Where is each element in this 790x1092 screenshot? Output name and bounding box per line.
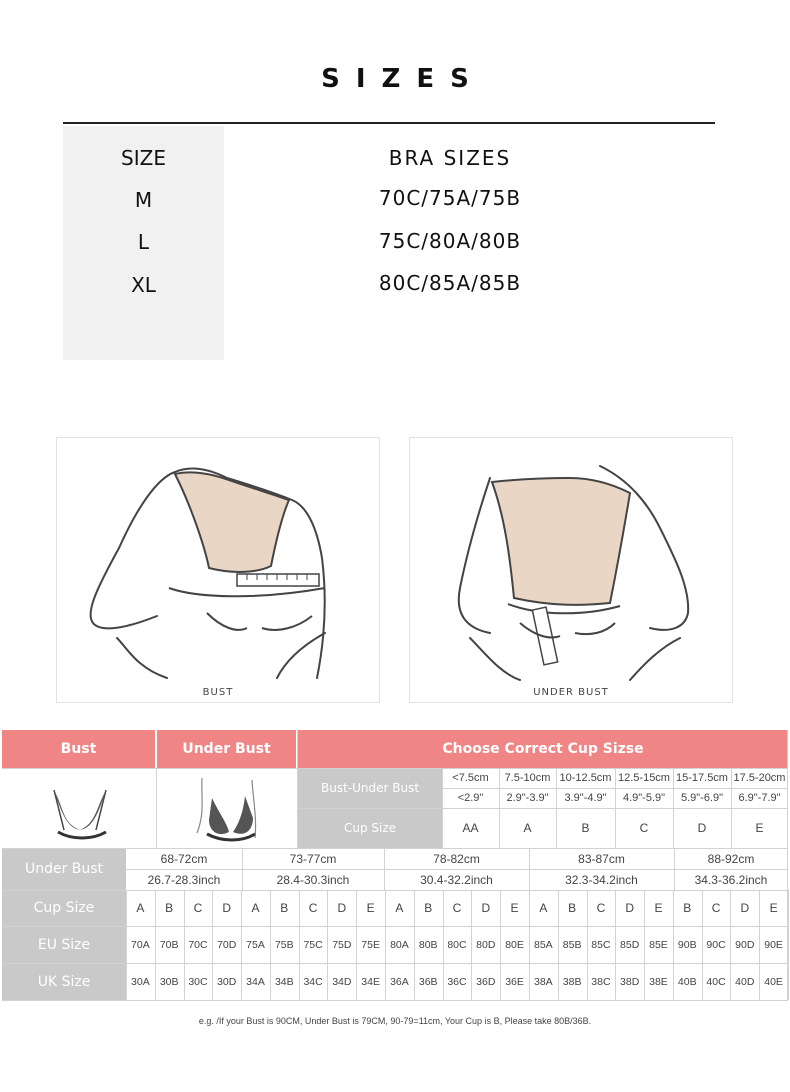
page-title: SIZES bbox=[321, 64, 485, 94]
cup-diff-cm: 7.5-10cm bbox=[504, 772, 551, 784]
under-bust-bra-image bbox=[157, 768, 296, 848]
grid-line bbox=[442, 768, 443, 848]
size-m: M bbox=[134, 188, 153, 212]
bra-sizes-m: 70C/75A/75B bbox=[378, 186, 522, 210]
grid-line bbox=[644, 890, 645, 1000]
row-label-under-bust: Under Bust bbox=[2, 848, 126, 890]
eu-size-cell: 90C bbox=[706, 938, 726, 951]
bra-sizes-header: BRA SIZES bbox=[388, 146, 512, 170]
cup-diff-in: 3.9"-4.9" bbox=[564, 792, 607, 804]
bust-minus-under-label: Bust-Under Bust bbox=[298, 768, 442, 808]
grid-line bbox=[731, 768, 732, 848]
grid-line bbox=[2, 848, 788, 849]
eu-size-cell: 75D bbox=[332, 938, 352, 951]
grid-line bbox=[2, 1000, 788, 1001]
eu-size-cell: 80C bbox=[447, 938, 467, 951]
eu-size-cell: 70B bbox=[159, 938, 179, 951]
grid-line bbox=[356, 890, 357, 1000]
uk-size-cell: 38E bbox=[649, 975, 668, 988]
size-xl: XL bbox=[131, 273, 156, 297]
grid-line bbox=[529, 848, 530, 890]
mannequin-bra-icon bbox=[157, 768, 296, 848]
bust-measure-illustration bbox=[56, 437, 380, 703]
eu-size-cell: 85A bbox=[534, 938, 553, 951]
cup-size-cell: C bbox=[193, 901, 203, 915]
grid-line bbox=[184, 890, 185, 1000]
cup-size-cell: D bbox=[222, 901, 232, 915]
uk-size-cell: 40B bbox=[677, 975, 697, 988]
grid-line bbox=[443, 890, 444, 1000]
grid-line bbox=[414, 890, 415, 1000]
size-l: L bbox=[137, 230, 150, 254]
cup-size-cell: E bbox=[769, 901, 778, 915]
grid-line bbox=[327, 890, 328, 1000]
eu-size-cell: 80B bbox=[418, 938, 438, 951]
eu-size-cell: 80D bbox=[476, 938, 496, 951]
grid-line bbox=[499, 768, 500, 848]
grid-line bbox=[615, 890, 616, 1000]
row-label-eu-size: EU Size bbox=[2, 926, 126, 963]
cup-size-cell: E bbox=[510, 901, 519, 915]
under-bust-range-cm: 83-87cm bbox=[578, 851, 625, 866]
bra-sizes-xl: 80C/85A/85B bbox=[378, 271, 522, 295]
example-note: e.g. /If your Bust is 90CM, Under Bust is 79CM, 90-79=11cm, Your Cup is B, Please take 80B/36B. bbox=[198, 1016, 592, 1026]
row-label-cup-size: Cup Size bbox=[2, 890, 126, 926]
grid-line bbox=[2, 890, 788, 891]
uk-size-cell: 30B bbox=[159, 975, 179, 988]
cup-letter: C bbox=[639, 821, 649, 835]
eu-size-cell: 80A bbox=[390, 938, 409, 951]
uk-size-cell: 36B bbox=[418, 975, 438, 988]
uk-size-cell: 36D bbox=[476, 975, 496, 988]
cup-size-cell: D bbox=[337, 901, 347, 915]
cup-size-cell: A bbox=[136, 901, 145, 915]
eu-size-cell: 75B bbox=[274, 938, 294, 951]
uk-size-cell: 30C bbox=[188, 975, 208, 988]
bra-sizes-l: 75C/80A/80B bbox=[378, 229, 522, 253]
grid-line bbox=[702, 890, 703, 1000]
grid-line bbox=[212, 890, 213, 1000]
uk-size-cell: 36C bbox=[447, 975, 467, 988]
cup-size-cell: C bbox=[711, 901, 721, 915]
eu-size-cell: 70A bbox=[131, 938, 150, 951]
grid-line bbox=[673, 768, 674, 848]
under-bust-range-cm: 78-82cm bbox=[433, 851, 480, 866]
grid-line bbox=[298, 808, 788, 809]
under-bust-range-in: 34.3-36.2inch bbox=[694, 872, 768, 887]
under-bust-range-in: 30.4-32.2inch bbox=[420, 872, 493, 887]
eu-size-cell: 90E bbox=[764, 938, 783, 951]
uk-size-cell: 40D bbox=[735, 975, 755, 988]
title-divider bbox=[63, 122, 715, 124]
bust-figure-icon bbox=[57, 438, 381, 688]
grid-line bbox=[270, 890, 271, 1000]
cup-size-cell: B bbox=[424, 901, 433, 915]
cup-size-cell: D bbox=[625, 901, 635, 915]
under-bust-figure-icon bbox=[410, 438, 734, 688]
size-header: SIZE bbox=[121, 146, 166, 170]
cup-diff-cm: <7.5cm bbox=[452, 772, 489, 784]
cup-letter: A bbox=[523, 821, 532, 835]
cup-size-cell: A bbox=[251, 901, 260, 915]
cup-diff-in: 4.9"-5.9" bbox=[622, 792, 666, 804]
cup-size-cell: A bbox=[395, 901, 404, 915]
cup-size-cell: C bbox=[596, 901, 606, 915]
eu-size-cell: 85C bbox=[591, 938, 611, 951]
eu-size-cell: 70C bbox=[188, 938, 208, 951]
uk-size-cell: 38D bbox=[620, 975, 640, 988]
cup-letter: B bbox=[581, 821, 590, 835]
eu-size-cell: 75C bbox=[303, 938, 323, 951]
under-bust-range-in: 32.3-34.2inch bbox=[565, 872, 638, 887]
bra-icon bbox=[2, 768, 155, 848]
grid-line bbox=[2, 768, 788, 769]
cup-diff-in: 5.9"-6.9" bbox=[680, 792, 724, 804]
under-bust-label: UNDER BUST bbox=[533, 687, 609, 698]
grid-line bbox=[759, 890, 760, 1000]
uk-size-cell: 40C bbox=[706, 975, 726, 988]
grid-line bbox=[788, 890, 789, 1000]
grid-line bbox=[156, 768, 157, 848]
cup-diff-cm: 12.5-15cm bbox=[618, 772, 670, 784]
cup-diff-cm: 10-12.5cm bbox=[559, 772, 612, 784]
cup-letter: E bbox=[755, 821, 764, 835]
grid-line bbox=[299, 890, 300, 1000]
grid-line bbox=[529, 890, 530, 1000]
cup-size-cell: E bbox=[366, 901, 375, 915]
grid-line bbox=[587, 890, 588, 1000]
under-bust-measure-illustration bbox=[409, 437, 733, 703]
cup-size-cell: B bbox=[165, 901, 174, 915]
eu-size-cell: 90D bbox=[735, 938, 755, 951]
under-bust-range-cm: 88-92cm bbox=[707, 851, 755, 866]
eu-size-cell: 85E bbox=[649, 938, 668, 951]
grid-line bbox=[730, 890, 731, 1000]
cup-size-label: Cup Size bbox=[298, 808, 442, 848]
grid-line bbox=[241, 890, 242, 1000]
uk-size-cell: 38B bbox=[562, 975, 582, 988]
eu-size-cell: 90B bbox=[677, 938, 697, 951]
grid-line bbox=[126, 890, 127, 1000]
cup-diff-in: 6.9"-7.9" bbox=[738, 792, 781, 804]
cup-diff-cm: 17.5-20cm bbox=[733, 772, 786, 784]
grid-line bbox=[242, 848, 243, 890]
uk-size-cell: 40E bbox=[764, 975, 783, 988]
uk-size-cell: 34B bbox=[274, 975, 294, 988]
cup-size-cell: B bbox=[280, 901, 289, 915]
grid-line bbox=[556, 768, 557, 848]
uk-size-cell: 34C bbox=[303, 975, 323, 988]
grid-line bbox=[674, 848, 675, 890]
under-bust-range-in: 28.4-30.3inch bbox=[276, 872, 350, 887]
cup-size-cell: D bbox=[740, 901, 750, 915]
grid-line bbox=[2, 963, 788, 964]
grid-line bbox=[384, 848, 385, 890]
cup-size-cell: C bbox=[308, 901, 318, 915]
grid-line bbox=[2, 926, 788, 927]
grid-line bbox=[471, 890, 472, 1000]
uk-size-cell: 34E bbox=[361, 975, 380, 988]
cup-size-chart bbox=[2, 730, 788, 1000]
uk-size-cell: 38C bbox=[591, 975, 611, 988]
eu-size-cell: 75E bbox=[361, 938, 380, 951]
uk-size-cell: 38A bbox=[534, 975, 553, 988]
grid-line bbox=[673, 890, 674, 1000]
grid-line bbox=[155, 890, 156, 1000]
cup-diff-cm: 15-17.5cm bbox=[676, 772, 728, 784]
cup-size-cell: D bbox=[481, 901, 491, 915]
bust-bra-image bbox=[2, 768, 155, 848]
grid-line bbox=[615, 768, 616, 848]
cup-size-cell: E bbox=[654, 901, 663, 915]
bust-header: Bust bbox=[2, 730, 155, 768]
eu-size-cell: 85D bbox=[620, 938, 640, 951]
eu-size-cell: 85B bbox=[562, 938, 582, 951]
grid-line bbox=[787, 730, 788, 1000]
cup-size-cell: A bbox=[539, 901, 548, 915]
uk-size-cell: 34A bbox=[246, 975, 265, 988]
cup-size-cell: B bbox=[568, 901, 577, 915]
row-label-uk-size: UK Size bbox=[2, 963, 126, 1000]
cup-letter: AA bbox=[462, 821, 479, 835]
eu-size-cell: 75A bbox=[246, 938, 265, 951]
uk-size-cell: 30A bbox=[131, 975, 150, 988]
under-bust-range-cm: 68-72cm bbox=[160, 851, 208, 866]
uk-size-cell: 34D bbox=[332, 975, 352, 988]
bust-label: BUST bbox=[202, 687, 234, 698]
grid-line bbox=[385, 890, 386, 1000]
under-bust-header: Under Bust bbox=[157, 730, 296, 768]
uk-size-cell: 36A bbox=[390, 975, 409, 988]
grid-line bbox=[558, 890, 559, 1000]
cup-size-cell: C bbox=[452, 901, 462, 915]
grid-line bbox=[126, 869, 788, 870]
uk-size-cell: 36E bbox=[505, 975, 524, 988]
grid-line bbox=[297, 730, 298, 848]
eu-size-cell: 70D bbox=[217, 938, 237, 951]
eu-size-cell: 80E bbox=[505, 938, 524, 951]
under-bust-range-cm: 73-77cm bbox=[289, 851, 337, 866]
under-bust-range-in: 26.7-28.3inch bbox=[147, 872, 221, 887]
cup-letter: D bbox=[697, 821, 707, 835]
choose-cup-header: Choose Correct Cup Sizse bbox=[298, 730, 788, 768]
cup-diff-in: 2.9"-3.9" bbox=[506, 792, 549, 804]
cup-diff-in: <2.9" bbox=[457, 792, 484, 804]
grid-line bbox=[500, 890, 501, 1000]
cup-size-cell: B bbox=[683, 901, 692, 915]
uk-size-cell: 30D bbox=[217, 975, 237, 988]
